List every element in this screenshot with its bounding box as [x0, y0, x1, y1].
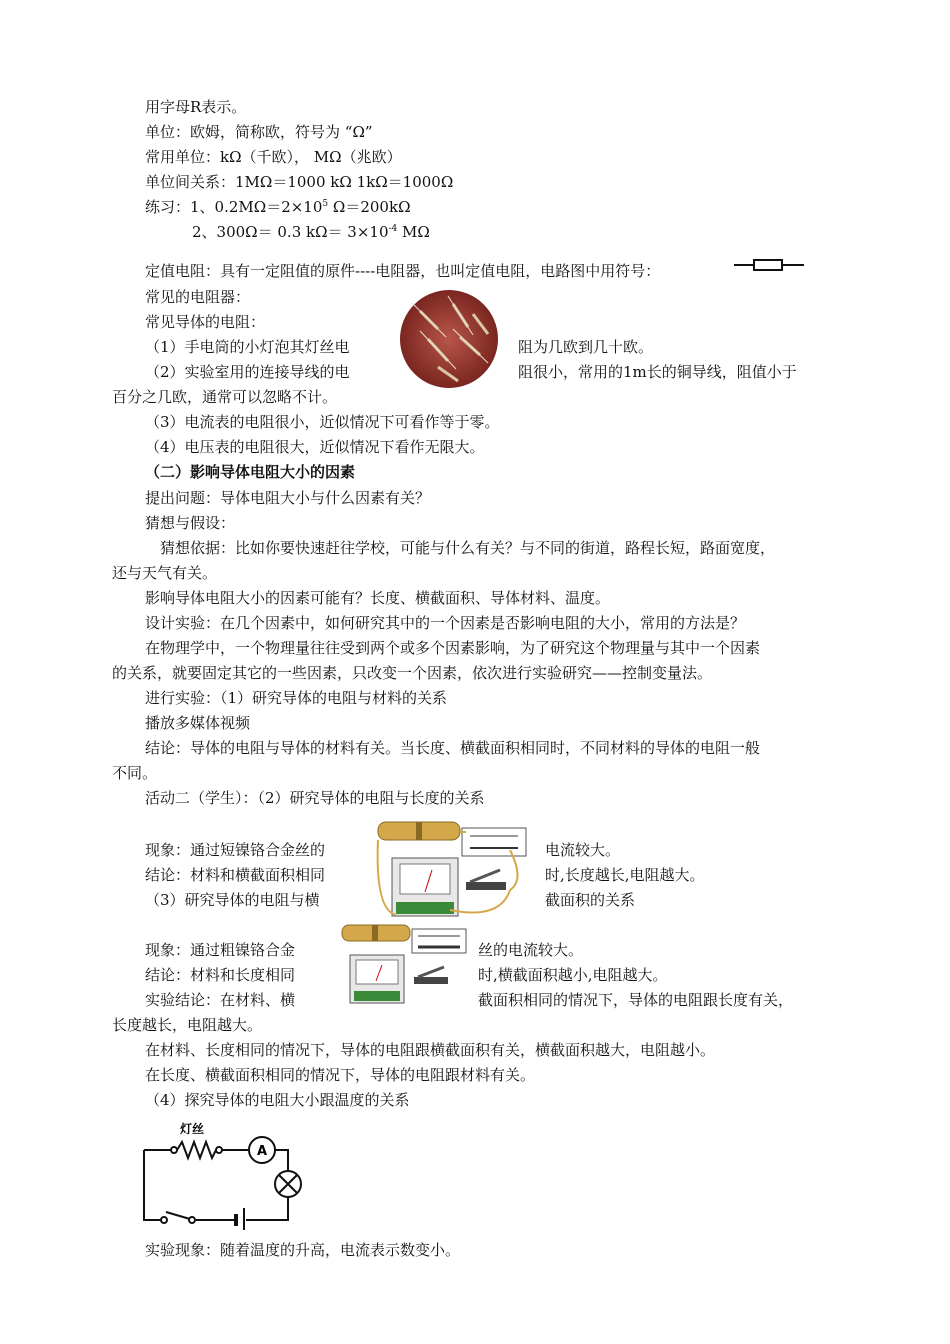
line-study-3b: 截面积的关系 — [545, 891, 636, 909]
line-method-1: 在物理学中，一个物理量往往受到两个或多个因素影响，为了研究这个物理量与其中一个因素 — [145, 639, 761, 657]
line-hypothesis: 猜想与假设： — [145, 514, 236, 532]
line-common-conductors: 常见导体的电阻： — [145, 313, 266, 331]
line-basis-1: 猜想依据：比如你要快速赶往学校，可能与什么有关？与不同的街道，路程长短，路面宽度， — [160, 539, 776, 557]
line-conclusion-area-a: 结论：材料和长度相同 — [145, 966, 296, 984]
line-study-3a: （3）研究导体的电阻与横 — [145, 891, 320, 909]
line-observation: 实验现象：随着温度的升高，电流表示数变小。 — [145, 1241, 461, 1259]
line-basis-2: 还与天气有关。 — [112, 564, 218, 582]
line-exercise-2: 2、300Ω＝ 0.3 $k\Omega= 3\times 10^{-4}$ MΩ — [192, 223, 430, 241]
line-method-2: 的关系，就要固定其它的一些因素，只改变一个因素，依次进行实验研究——控制变量法。 — [112, 664, 713, 682]
line-final-4: 在长度、横截面积相同的情况下，导体的电阻跟材料有关。 — [145, 1066, 536, 1084]
line-final-2: 长度越长，电阻越大。 — [112, 1016, 263, 1034]
line-r: 用字母R表示。 — [145, 98, 247, 116]
experiment-length-diagram — [370, 820, 532, 930]
line-conclusion-len-b: 时,长度越长,电阻越大。 — [545, 866, 705, 884]
line-unit-relation: 单位间关系：1MΩ＝1000 kΩ 1kΩ＝1000Ω — [145, 173, 454, 191]
line-exercise-1: 练习：1、$0.2M\Omega=2\times 10^5$ Ω＝200kΩ — [145, 198, 411, 216]
line-final-1b: 截面积相同的情况下，导体的电阻跟长度有关， — [478, 991, 794, 1009]
line-bulb-2: 阻为几欧到几十欧。 — [518, 338, 654, 356]
line-fixed-resistor: 定值电阻：具有一定阻值的原件----电阻器，也叫定值电阻，电路图中用符号： — [145, 262, 661, 280]
line-common-units: 常用单位：kΩ（千欧）， MΩ（兆欧） — [145, 148, 402, 166]
resistors-photo — [398, 289, 500, 389]
line-wire-1: （2）实验室用的连接导线的电 — [145, 363, 350, 381]
resistor-symbol-icon — [734, 258, 804, 272]
line-conclusion-2: 不同。 — [112, 764, 158, 782]
line-question: 提出问题：导体电阻大小与什么因素有关？ — [145, 489, 431, 507]
line-final-1a: 实验结论：在材料、横 — [145, 991, 296, 1009]
line-experiment-1: 进行实验：（1）研究导体的电阻与材料的关系 — [145, 689, 448, 707]
line-phenomenon-1b: 电流较大。 — [545, 841, 621, 859]
line-conclusion-1: 结论：导体的电阻与导体的材料有关。当长度、横截面积相同时，不同材料的导体的电阻一般 — [145, 739, 761, 757]
line-final-3: 在材料、长度相同的情况下，导体的电阻跟横截面积有关，横截面积越大，电阻越小。 — [145, 1041, 716, 1059]
line-activity-2: 活动二（学生）：（2）研究导体的电阻与长度的关系 — [145, 789, 485, 807]
section-heading: （二）影响导体电阻大小的因素 — [145, 463, 356, 481]
line-wire-2: 阻很小，常用的1m长的铜导线，阻值小于 — [518, 363, 797, 381]
line-voltmeter: （4）电压表的电阻很大，近似情况下看作无限大。 — [145, 438, 485, 456]
temperature-circuit-diagram — [136, 1118, 308, 1230]
line-ammeter: （3）电流表的电阻很小，近似情况下可看作等于零。 — [145, 413, 500, 431]
line-common-resistors: 常见的电阻器： — [145, 288, 251, 306]
line-wire-3: 百分之几欧，通常可以忽略不计。 — [112, 388, 338, 406]
line-conclusion-area-b: 时,横截面积越小,电阻越大。 — [478, 966, 668, 984]
line-factors: 影响导体电阻大小的因素可能有？长度、横截面积、导体材料、温度。 — [145, 589, 611, 607]
line-bulb-1: （1）手电筒的小灯泡其灯丝电 — [145, 338, 350, 356]
line-phenomenon-2b: 丝的电流较大。 — [478, 941, 584, 959]
line-design: 设计实验：在几个因素中，如何研究其中的一个因素是否影响电阻的大小，常用的方法是？ — [145, 614, 746, 632]
experiment-area-diagram — [336, 923, 472, 1007]
filament-label: 灯丝 — [180, 1122, 205, 1136]
line-phenomenon-2a: 现象：通过粗镍铬合金 — [145, 941, 296, 959]
line-unit: 单位：欧姆，简称欧，符号为 “Ω” — [145, 123, 373, 141]
line-phenomenon-1a: 现象：通过短镍铬合金丝的 — [145, 841, 326, 859]
ammeter-symbol: A — [257, 1144, 268, 1159]
line-video: 播放多媒体视频 — [145, 714, 251, 732]
line-temperature: （4）探究导体的电阻大小跟温度的关系 — [145, 1091, 410, 1109]
line-conclusion-len-a: 结论：材料和横截面积相同 — [145, 866, 326, 884]
